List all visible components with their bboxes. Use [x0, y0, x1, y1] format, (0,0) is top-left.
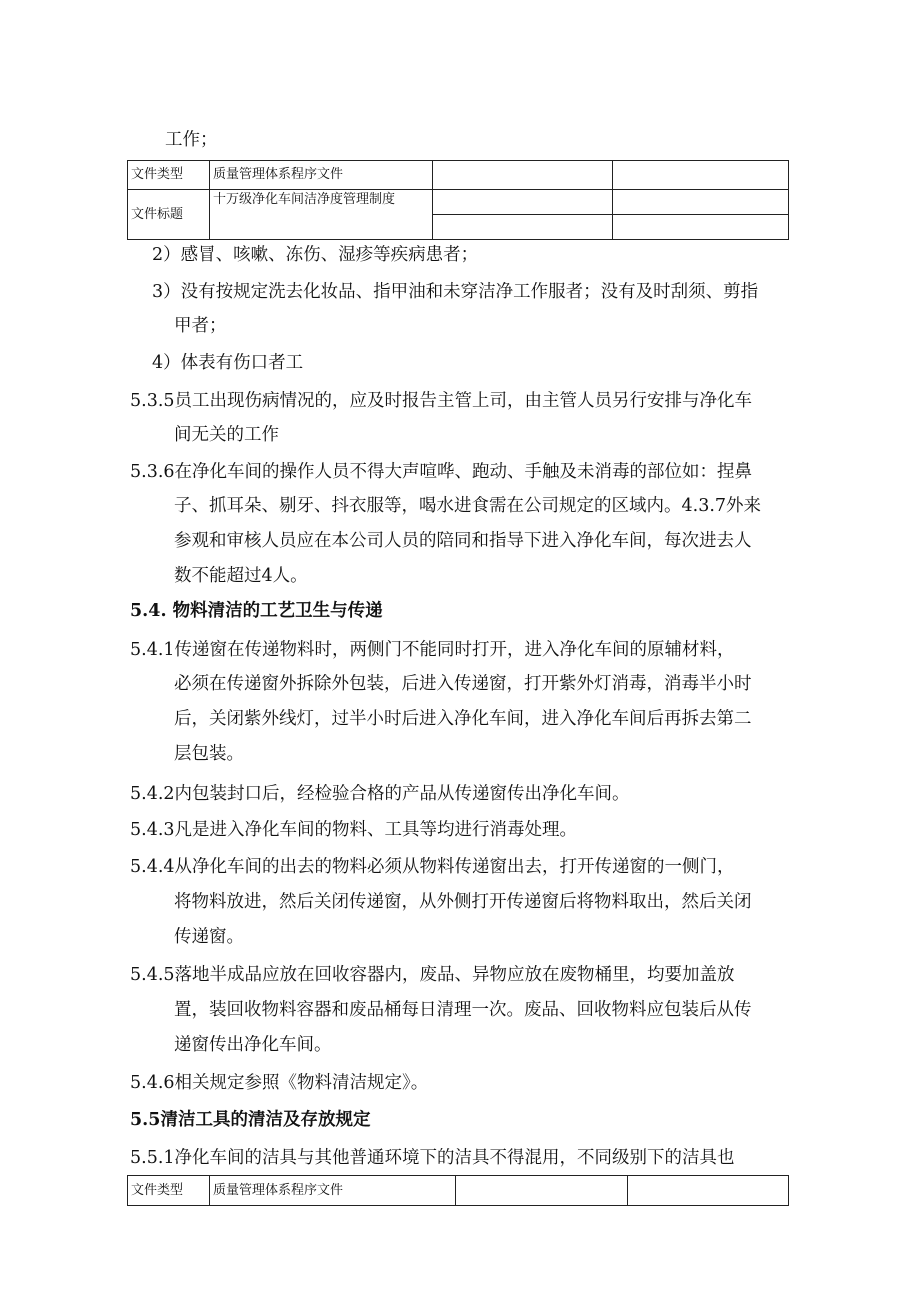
lead-text: 工作； — [165, 130, 218, 150]
header-blank-cell — [613, 190, 789, 215]
header-blank-cell — [433, 190, 613, 215]
clause-5-3-6-cont: 数不能超过4人。 — [174, 566, 308, 586]
clause-5-3-6: 5.3.6在净化车间的操作人员不得大声喧哗、跑动、手触及未消毒的部位如：捏鼻 — [130, 462, 753, 482]
clause-5-4-5-cont: 递窗传出净化车间。 — [174, 1035, 332, 1055]
clause-5-4-1-cont: 必须在传递窗外拆除外包装，后进入传递窗，打开紫外灯消毒，消毒半小时 — [174, 674, 752, 694]
clause-5-4-4: 5.4.4从净化车间的出去的物料必须从物料传递窗出去，打开传递窗的一侧门， — [130, 857, 735, 877]
doc-title-label: 文件标题 — [128, 190, 210, 240]
section-heading-5-5: 5.5清洁工具的清洁及存放规定 — [130, 1110, 371, 1130]
section-heading-5-4: 5.4. 物料清洁的工艺卫生与传递 — [130, 601, 383, 621]
doc-type-value: 质量管理体系程序文件 — [210, 161, 433, 190]
clause-5-3-5: 5.3.5员工出现伤病情况的，应及时报告主管上司，由主管人员另行安排与净化车 — [130, 391, 753, 411]
header-blank-cell — [628, 1176, 789, 1206]
clause-5-4-1-cont: 层包装。 — [174, 744, 244, 764]
header-blank-cell — [433, 215, 613, 240]
doc-type-label: 文件类型 — [128, 1176, 210, 1206]
item-4: 4）体表有伤口者工 — [152, 353, 304, 373]
item-3-cont: 甲者； — [174, 316, 227, 336]
clause-5-4-5-cont: 置，装回收物料容器和废品桶每日清理一次。废品、回收物料应包装后从传 — [174, 1000, 752, 1020]
clause-5-4-4-cont: 传递窗。 — [174, 927, 244, 947]
clause-5-4-1-cont: 后，关闭紫外线灯，过半小时后进入净化车间，进入净化车间后再拆去第二 — [174, 709, 752, 729]
clause-5-3-5-cont: 间无关的工作 — [174, 425, 279, 445]
clause-5-4-1: 5.4.1传递窗在传递物料时，两侧门不能同时打开，进入净化车间的原辅材料， — [130, 640, 735, 660]
item-2: 2）感冒、咳嗽、冻伤、湿疹等疾病患者； — [152, 245, 479, 265]
clause-5-4-2: 5.4.2内包装封口后，经检验合格的产品从传递窗传出净化车间。 — [130, 784, 630, 804]
header-blank-cell — [456, 1176, 628, 1206]
header-blank-cell — [613, 215, 789, 240]
header-blank-cell — [433, 161, 613, 190]
doc-type-label: 文件类型 — [128, 161, 210, 190]
header-blank-cell — [613, 161, 789, 190]
clause-5-4-4-cont: 将物料放进，然后关闭传递窗，从外侧打开传递窗后将物料取出，然后关闭 — [174, 892, 752, 912]
clause-5-3-6-cont: 子、抓耳朵、剔牙、抖衣服等，喝水进食需在公司规定的区域内。4.3.7外来 — [174, 496, 762, 516]
clause-5-4-6: 5.4.6相关规定参照《物料清洁规定》。 — [130, 1073, 429, 1093]
document-header-table — [127, 160, 789, 240]
item-3: 3）没有按规定洗去化妆品、指甲油和未穿洁净工作服者；没有及时刮须、剪指 — [152, 282, 759, 302]
document-header-table-bottom — [127, 1175, 789, 1206]
clause-5-3-6-cont: 参观和审核人员应在本公司人员的陪同和指导下进入净化车间，每次进去人 — [174, 531, 752, 551]
doc-title-value: 十万级净化车间洁净度管理制度 — [210, 190, 433, 240]
clause-5-4-5: 5.4.5落地半成品应放在回收容器内，废品、异物应放在废物桶里，均要加盖放 — [130, 965, 735, 985]
clause-5-5-1: 5.5.1净化车间的洁具与其他普通环境下的洁具不得混用，不同级别下的洁具也 — [130, 1148, 735, 1168]
clause-5-4-3: 5.4.3凡是进入净化车间的物料、工具等均进行消毒处理。 — [130, 820, 578, 840]
doc-type-value: 质量管理体系程序文件 — [210, 1176, 456, 1206]
